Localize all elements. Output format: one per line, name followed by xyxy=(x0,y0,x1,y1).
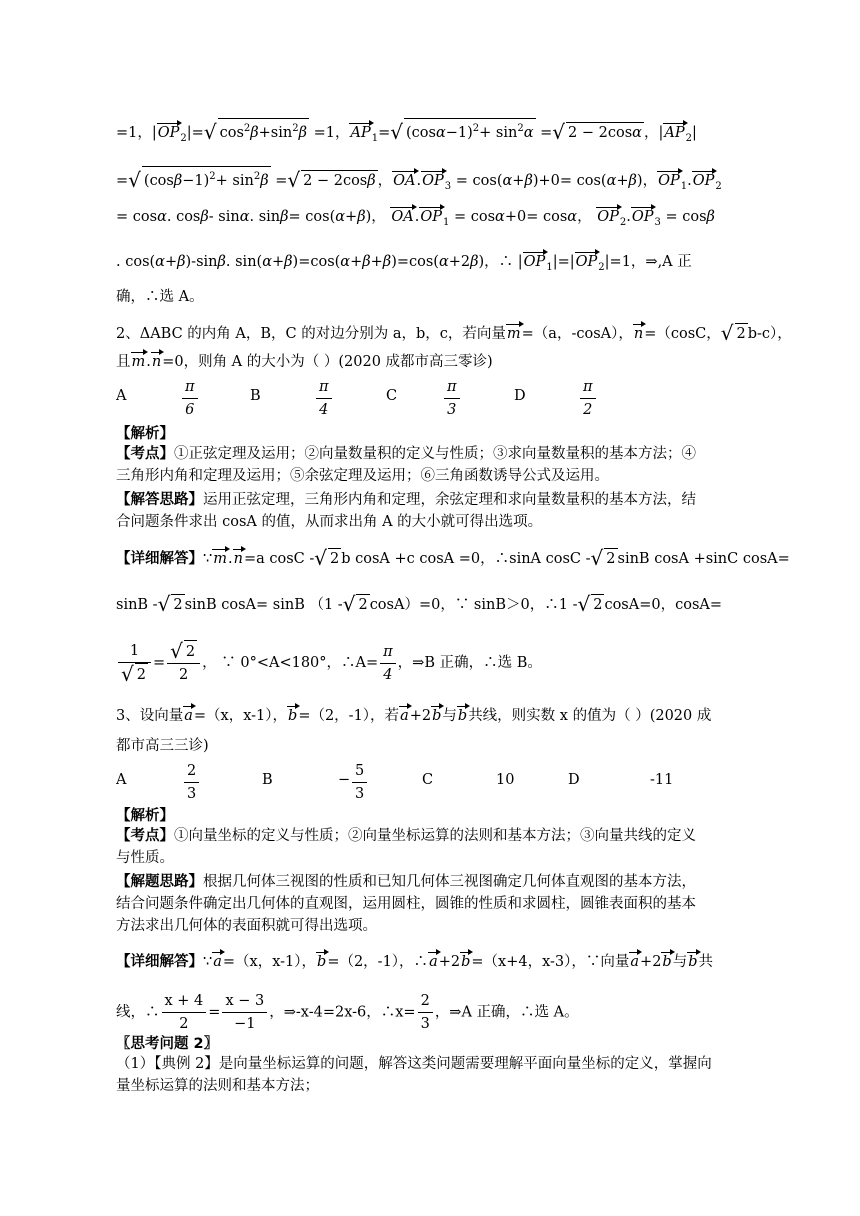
option-a-label: A xyxy=(116,772,127,788)
question-2-line-2: 且m.n=0，则角 A 的大小为（ ）(2020 成都市高三零诊) xyxy=(116,354,493,370)
option-c-label: C xyxy=(386,388,398,404)
option-a-value: $\frac{2}{3}$ xyxy=(184,760,199,805)
option-a-value: $\frac{\pi}{6}$ xyxy=(182,376,198,421)
option-a-label: A xyxy=(116,388,127,404)
derivation-line-4: . cos(α+β)-sinβ. sin(α+β)=cos(α+β+β)=cos(α+2β)，∴ $|OP_1|=|OP_2|=1$，⇒,A 正 xyxy=(116,254,692,273)
option-d-label: D xyxy=(568,772,580,788)
option-b-sign: − xyxy=(338,772,351,788)
detailed-solution-line-2: 线，∴ $\frac{x + 4}{2}$ = $\frac{x - 3}{-1}$ ，⇒-x-4=2x-6，∴x= $\frac{2}{3}$ ，⇒A 正确，∴选 A。 xyxy=(116,990,579,1035)
derivation-line-1: =1，$|OP_2|=√$ $\cos^2\beta+\sin^2\beta =1$，$AP_1=√$ $(\cos\alpha-1)^2+ \sin^2\alpha$ =√ 2 − 2cosα ，$|AP_2|$ xyxy=(116,120,697,144)
solution-approach-cont: 结合问题条件确定出几何体的直观图，运用圆柱，圆锥的性质和求圆柱，圆锥表面积的基本 xyxy=(116,896,696,912)
think-question-heading: 〖思考问题 2〗 xyxy=(116,1036,219,1052)
solution-approach-cont: 合问题条件求出 cosA 的值，从而求出角 A 的大小就可得出选项。 xyxy=(116,514,543,530)
option-b-label: B xyxy=(250,388,261,404)
derivation-line-5: 确，∴选 A。 xyxy=(116,289,204,305)
option-c-value: 10 xyxy=(496,772,515,788)
option-d-value: -11 xyxy=(650,772,674,788)
analysis-heading: 【解析】 xyxy=(116,426,174,442)
think-question-line-2: 量坐标运算的法则和基本方法； xyxy=(116,1078,319,1094)
derivation-line-3: = cosα. cosβ- sinα. sinβ= cos(α+β)， $OA.OP_1 = \cos\alpha+0= \cos\alpha$， $OP_2.OP_3 = \cos\beta$ xyxy=(116,209,715,228)
option-b-value: $\frac{5}{3}$ xyxy=(352,760,367,805)
solution-approach: 【解答思路】运用正弦定理，三角形内角和定理，余弦定理和求向量数量积的基本方法，结 xyxy=(116,492,696,508)
option-c-label: C xyxy=(422,772,434,788)
derivation-line-2: =√ $(\cos\beta-1)^2+ \sin^2\beta$ =√ 2 − 2cosβ ，$OA.OP_3 = \cos(\alpha+\beta)+0= \cos(\alpha+\beta)$，$OP_1.OP_2$ xyxy=(116,168,722,192)
option-d-label: D xyxy=(514,388,526,404)
analysis-heading: 【解析】 xyxy=(116,808,174,824)
question-3-line-1: 3、设向量a=（x，x-1），b=（2，-1），若a+2b与b共线，则实数 x 的值为（ ）(2020 成 xyxy=(116,708,712,724)
detailed-solution-line-2: sinB -√ 2 sinB cosA= sinB （1 -√ 2 cosA）=0，∵ sinB＞0，∴1 -√ 2 cosA=0，cosA= xyxy=(116,592,723,616)
option-b-label: B xyxy=(262,772,273,788)
knowledge-points-cont: 三角形内角和定理及运用；⑤余弦定理及运用；⑥三角函数诱导公式及运用。 xyxy=(116,468,609,484)
question-2-line-1: 2、ΔABC 的内角 A，B，C 的对边分别为 a，b，c，若向量m=（a，-cosA），n=（cosC，√ 2 b-c）， xyxy=(116,321,792,345)
knowledge-points: 【考点】①向量坐标的定义与性质；②向量坐标运算的法则和基本方法；③向量共线的定义 xyxy=(116,828,696,844)
knowledge-points: 【考点】①正弦定理及运用；②向量数量积的定义与性质；③求向量数量积的基本方法；④ xyxy=(116,446,696,462)
detailed-solution-line-3: $\frac{1}{√ 2}$ = $\frac{√ 2}{2}$ ， ∵ 0°<A<180°，∴A= $\frac{\pi}{4}$ ，⇒B 正确，∴选 B。 xyxy=(116,640,542,686)
option-d-value: $\frac{\pi}{2}$ xyxy=(580,376,596,421)
solution-approach-cont-2: 方法求出几何体的表面积就可得出选项。 xyxy=(116,918,377,934)
detailed-solution-line-1: 【详细解答】∵m.n=a cosC -√ 2 b cosA +c cosA =0，∴sinA cosC -√ 2 sinB cosA +sinC cosA= xyxy=(116,546,790,570)
option-b-value: $\frac{\pi}{4}$ xyxy=(316,376,332,421)
question-3-line-2: 都市高三三诊) xyxy=(116,738,209,754)
solution-approach: 【解题思路】根据几何体三视图的性质和已知几何体三视图确定几何体直观图的基本方法， xyxy=(116,874,696,890)
knowledge-points-cont: 与性质。 xyxy=(116,850,174,866)
think-question-line-1: （1）【典例 2】是向量坐标运算的问题，解答这类问题需要理解平面向量坐标的定义，掌握向 xyxy=(116,1056,712,1072)
detailed-solution-line-1: 【详细解答】∵a=（x，x-1），b=（2，-1），∴a+2b=（x+4，x-3），∵向量a+2b与b共 xyxy=(116,954,714,970)
option-c-value: $\frac{\pi}{3}$ xyxy=(444,376,460,421)
